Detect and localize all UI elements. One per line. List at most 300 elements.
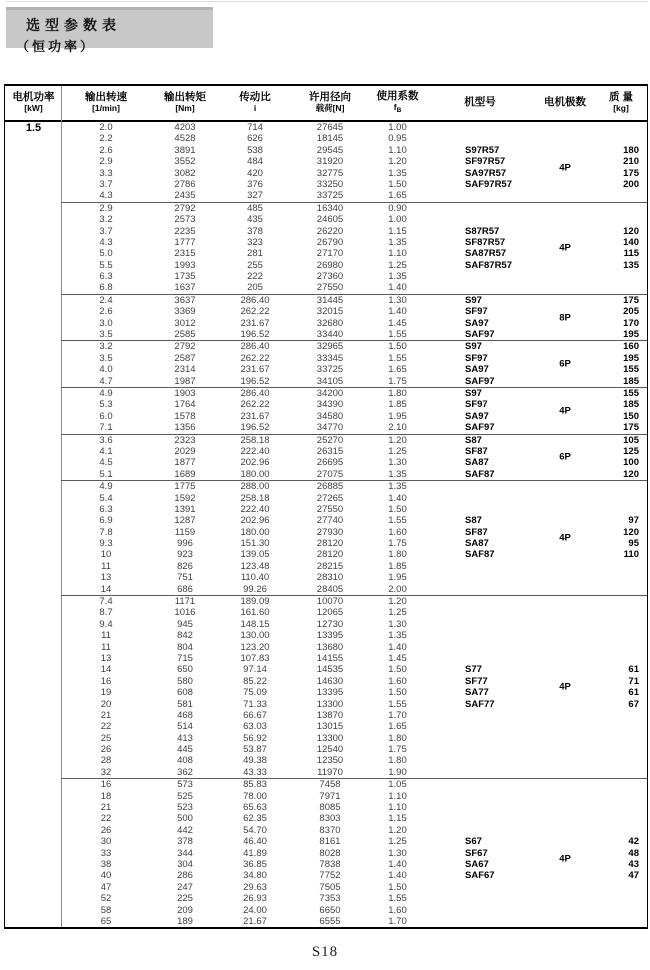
cell-model [425, 905, 535, 916]
cell-output-speed: 22 [100, 721, 112, 733]
cell-power [5, 699, 62, 710]
table-row [5, 733, 647, 744]
cell-power [5, 802, 62, 813]
cell-output-torque: 2792 [174, 202, 196, 214]
cell-poles [535, 203, 595, 214]
cell-radial-load: 13395 [316, 687, 344, 699]
cell-poles [535, 226, 595, 237]
poles-label: 4P [559, 242, 571, 254]
page-top-rule [5, 1, 648, 2]
cell-power [5, 882, 62, 893]
cell-power [5, 364, 62, 375]
cell-radial-load: 27550 [316, 503, 344, 515]
cell-radial-load: 27550 [316, 282, 344, 294]
cell-radial-load: 32775 [316, 167, 344, 179]
cell-power [5, 538, 62, 549]
cell-radial-load: 31445 [316, 294, 344, 306]
cell-weight [595, 813, 647, 824]
cell-service-factor: 1.55 [388, 698, 407, 710]
cell-poles [535, 133, 595, 144]
cell-power [5, 779, 62, 790]
cell-service-factor: 1.30 [388, 618, 407, 630]
cell-service-factor: 1.20 [388, 824, 407, 836]
cell-service-factor: 1.65 [388, 190, 407, 202]
cell-output-speed: 3.2 [99, 214, 113, 226]
cell-service-factor: 1.40 [388, 282, 407, 294]
poles-label: 4P [559, 681, 571, 693]
cell-output-speed: 2.2 [99, 133, 113, 145]
cell-radial-load: 8028 [319, 847, 341, 859]
cell-model [425, 493, 535, 504]
cell-ratio: 420 [247, 167, 263, 179]
page-number: S18 [311, 944, 339, 960]
cell-ratio: 151.30 [240, 538, 270, 550]
cell-model [425, 607, 535, 618]
poles-label: 8P [559, 312, 571, 324]
cell-radial-load: 33440 [316, 329, 344, 341]
cell-weight: 95 [628, 538, 639, 550]
cell-model [425, 755, 535, 766]
cell-poles [535, 329, 595, 340]
table-row [5, 214, 647, 225]
cell-power [5, 226, 62, 237]
cell-service-factor: 1.40 [388, 306, 407, 318]
cell-poles [535, 905, 595, 916]
cell-output-torque: 1356 [174, 422, 196, 434]
cell-ratio: 538 [247, 144, 263, 156]
cell-power [5, 122, 62, 133]
cell-weight [595, 630, 647, 641]
cell-output-torque: 3369 [174, 306, 196, 318]
cell-power [5, 295, 62, 306]
cell-output-speed: 13 [100, 652, 112, 664]
cell-output-speed: 3.3 [99, 167, 113, 179]
cell-model [425, 733, 535, 744]
column-header-2 [150, 92, 220, 113]
cell-radial-load: 32680 [316, 317, 344, 329]
cell-ratio: 85.22 [243, 675, 267, 687]
cell-service-factor: 1.35 [388, 630, 407, 642]
cell-service-factor: 1.60 [388, 526, 407, 538]
cell-ratio: 85.83 [243, 779, 267, 791]
cell-service-factor: 1.75 [388, 375, 407, 387]
cell-model: SAF87R57 [465, 259, 512, 271]
cell-weight: 155 [623, 387, 639, 399]
cell-weight [595, 203, 647, 214]
cell-power [5, 870, 62, 881]
cell-output-torque: 1735 [174, 271, 196, 283]
page-title: 选型参数表 [26, 17, 121, 33]
cell-weight [595, 481, 647, 492]
cell-radial-load: 7353 [319, 893, 341, 905]
cell-ratio: 262.22 [240, 399, 270, 411]
cell-poles [535, 802, 595, 813]
poles-label: 6P [559, 451, 571, 463]
cell-ratio: 36.85 [243, 859, 267, 870]
cell-output-speed: 7.4 [99, 596, 113, 608]
cell-model [425, 916, 535, 927]
cell-service-factor: 1.35 [388, 271, 407, 283]
cell-ratio: 130.00 [240, 630, 270, 642]
cell-service-factor: 1.95 [388, 572, 407, 584]
cell-model: SF87 [465, 445, 488, 457]
cell-model: S77 [465, 664, 482, 676]
cell-radial-load: 25270 [316, 434, 344, 446]
cell-weight: 175 [623, 422, 639, 434]
column-header-1 [62, 92, 150, 113]
cell-radial-load: 13300 [316, 732, 344, 744]
cell-model [425, 779, 535, 790]
cell-power [5, 596, 62, 607]
cell-weight: 48 [628, 847, 639, 859]
cell-model: SA77 [465, 687, 489, 699]
cell-output-speed: 21 [100, 802, 112, 814]
cell-radial-load: 10070 [316, 596, 344, 608]
cell-weight: 200 [623, 178, 639, 190]
cell-service-factor: 0.90 [388, 202, 407, 214]
cell-ratio: 54.70 [243, 824, 267, 836]
cell-poles [535, 755, 595, 766]
cell-weight: 120 [623, 225, 639, 237]
cell-weight: 67 [628, 698, 639, 710]
cell-weight [595, 133, 647, 144]
cell-power [5, 341, 62, 352]
cell-weight [595, 653, 647, 664]
table-row [5, 870, 647, 881]
cell-output-speed: 4.0 [99, 364, 113, 376]
cell-output-torque: 1764 [174, 399, 196, 411]
cell-weight: 205 [623, 306, 639, 318]
cell-radial-load: 27740 [316, 515, 344, 527]
cell-weight [595, 755, 647, 766]
cell-output-speed: 3.2 [99, 341, 113, 353]
cell-poles [535, 710, 595, 721]
table-row [5, 619, 647, 630]
cell-weight [595, 596, 647, 607]
cell-output-speed: 22 [100, 813, 112, 825]
cell-model [425, 653, 535, 664]
cell-model: SF97 [465, 352, 488, 364]
table-row [5, 791, 647, 802]
cell-poles [535, 481, 595, 492]
cell-service-factor: 1.00 [388, 122, 407, 133]
cell-output-speed: 6.8 [99, 282, 113, 294]
table-row [5, 779, 647, 790]
cell-weight [595, 882, 647, 893]
cell-service-factor: 1.55 [388, 352, 407, 364]
cell-radial-load: 26980 [316, 259, 344, 271]
cell-output-speed: 2.6 [99, 306, 113, 318]
cell-ratio: 378 [247, 225, 263, 237]
cell-output-speed: 11 [101, 560, 111, 572]
cell-service-factor: 1.35 [388, 468, 407, 480]
cell-ratio: 56.92 [243, 732, 267, 744]
cell-ratio: 29.63 [243, 881, 267, 893]
cell-output-torque: 408 [177, 755, 193, 767]
cell-output-speed: 20 [100, 698, 112, 710]
cell-poles [535, 791, 595, 802]
cell-output-speed: 2.9 [99, 202, 113, 214]
cell-service-factor: 1.35 [388, 167, 407, 179]
cell-power [5, 710, 62, 721]
cell-weight [595, 642, 647, 653]
cell-radial-load: 33725 [316, 364, 344, 376]
cell-ratio: 180.00 [240, 468, 270, 480]
cell-ratio: 202.96 [240, 457, 270, 469]
cell-output-torque: 1777 [174, 236, 196, 248]
cell-output-speed: 7.1 [99, 422, 113, 434]
cell-radial-load: 28215 [316, 560, 344, 572]
table-row [5, 905, 647, 916]
cell-service-factor: 1.10 [388, 248, 407, 260]
cell-poles [535, 779, 595, 790]
cell-power [5, 156, 62, 167]
cell-ratio: 484 [247, 156, 263, 168]
cell-output-torque: 1689 [174, 468, 196, 480]
cell-radial-load: 12350 [316, 755, 344, 767]
cell-weight [595, 791, 647, 802]
cell-power [5, 549, 62, 560]
cell-service-factor: 1.70 [388, 709, 407, 721]
cell-weight [595, 744, 647, 755]
cell-service-factor: 1.65 [388, 364, 407, 376]
cell-output-speed: 18 [100, 790, 112, 802]
cell-ratio: 196.52 [240, 329, 270, 341]
model-group-S97R57-4P [5, 122, 647, 202]
cell-output-speed: 3.5 [99, 329, 113, 341]
cell-model: SF97R57 [465, 156, 506, 168]
cell-output-torque: 826 [177, 560, 193, 572]
cell-weight [595, 893, 647, 904]
table-row [5, 190, 647, 201]
table-row [5, 122, 647, 133]
cell-weight: 120 [623, 468, 639, 480]
cell-power [5, 168, 62, 179]
poles-label: 4P [559, 853, 571, 865]
cell-power [5, 376, 62, 387]
cell-poles [535, 836, 595, 847]
cell-weight: 155 [623, 364, 639, 376]
table-row [5, 504, 647, 515]
table-body [5, 122, 647, 927]
cell-poles [535, 596, 595, 607]
cell-power [5, 457, 62, 468]
cell-output-torque: 1993 [174, 259, 196, 271]
cell-output-speed: 3.7 [99, 178, 113, 190]
cell-output-torque: 2573 [174, 214, 196, 226]
cell-weight: 175 [623, 167, 639, 179]
model-group-S67-4P [5, 779, 647, 927]
cell-output-speed: 32 [100, 766, 112, 778]
cell-poles [535, 630, 595, 641]
table-row [5, 203, 647, 214]
cell-ratio: 62.35 [243, 813, 267, 825]
cell-service-factor: 1.40 [388, 641, 407, 653]
cell-output-torque: 304 [177, 859, 193, 870]
cell-model: SAF97 [465, 375, 495, 387]
column-header-unit: 载荷[N] [315, 103, 345, 114]
cell-poles [535, 493, 595, 504]
cell-model: SAF97R57 [465, 178, 512, 190]
table-row [5, 329, 647, 340]
cell-output-speed: 28 [100, 755, 112, 767]
cell-output-speed: 4.5 [99, 457, 113, 469]
cell-poles [535, 282, 595, 293]
cell-service-factor: 1.75 [388, 744, 407, 756]
table-row [5, 376, 647, 387]
cell-power [5, 630, 62, 641]
cell-output-torque: 3082 [174, 167, 196, 179]
table-row [5, 653, 647, 664]
table-row [5, 893, 647, 904]
cell-power [5, 619, 62, 630]
cell-power [5, 767, 62, 778]
cell-power [5, 572, 62, 583]
cell-ratio: 107.83 [240, 652, 270, 664]
table-row [5, 584, 647, 595]
cell-output-torque: 3637 [174, 294, 196, 306]
cell-service-factor: 1.40 [388, 492, 407, 504]
cell-poles [535, 893, 595, 904]
cell-model: SF87 [465, 526, 488, 538]
cell-weight: 195 [623, 329, 639, 341]
cell-output-torque: 842 [177, 630, 193, 642]
parameter-table [4, 84, 648, 929]
cell-poles [535, 653, 595, 664]
cell-model [425, 721, 535, 732]
subscript: B [396, 107, 402, 115]
cell-ratio: 161.60 [240, 607, 270, 619]
column-header-label: 电机功率 [12, 91, 55, 104]
cell-ratio: 714 [247, 122, 263, 133]
cell-ratio: 41.89 [243, 847, 267, 859]
cell-model [425, 813, 535, 824]
cell-poles [535, 607, 595, 618]
cell-poles [535, 744, 595, 755]
cell-ratio: 222 [247, 271, 263, 283]
column-header-label: 输出转矩 [164, 91, 206, 104]
cell-output-speed: 40 [100, 870, 112, 882]
cell-power [5, 561, 62, 572]
cell-output-torque: 445 [177, 744, 193, 756]
cell-ratio: 97.14 [243, 664, 267, 676]
cell-weight [595, 905, 647, 916]
cell-output-speed: 5.3 [99, 399, 113, 411]
table-row [5, 260, 647, 271]
cell-ratio: 222.40 [240, 503, 270, 515]
cell-ratio: 205 [247, 282, 263, 294]
poles-label: 6P [559, 358, 571, 370]
cell-output-torque: 362 [177, 766, 193, 778]
cell-ratio: 34.80 [243, 870, 267, 882]
cell-radial-load: 8161 [319, 836, 341, 848]
cell-output-torque: 581 [177, 698, 193, 710]
table-row [5, 744, 647, 755]
cell-ratio: 139.05 [240, 549, 270, 561]
cell-radial-load: 34770 [316, 422, 344, 434]
cell-radial-load: 26315 [316, 445, 344, 457]
cell-poles [535, 469, 595, 480]
cell-ratio: 148.15 [240, 618, 270, 630]
cell-service-factor: 1.55 [388, 515, 407, 527]
cell-service-factor: 1.05 [388, 779, 407, 791]
cell-model: SF87R57 [465, 236, 506, 248]
cell-service-factor: 1.20 [388, 596, 407, 608]
cell-power [5, 664, 62, 675]
cell-power [5, 836, 62, 847]
cell-ratio: 196.52 [240, 422, 270, 434]
cell-model [425, 572, 535, 583]
cell-output-speed: 11 [101, 630, 111, 642]
cell-weight [595, 584, 647, 595]
cell-model [425, 802, 535, 813]
cell-weight [595, 572, 647, 583]
cell-radial-load: 34105 [316, 375, 344, 387]
cell-model: SF77 [465, 675, 488, 687]
cell-power [5, 353, 62, 364]
cell-ratio: 288.00 [240, 481, 270, 493]
cell-weight: 185 [623, 375, 639, 387]
cell-radial-load: 27265 [316, 492, 344, 504]
cell-weight: 105 [623, 434, 639, 446]
cell-output-speed: 52 [100, 893, 112, 905]
cell-output-speed: 6.0 [99, 410, 113, 422]
cell-ratio: 258.18 [240, 434, 270, 446]
table-row [5, 710, 647, 721]
cell-output-torque: 2786 [174, 178, 196, 190]
model-group-S97-6P [5, 341, 647, 387]
cell-power [5, 527, 62, 538]
cell-model: SAF87 [465, 549, 495, 561]
cell-service-factor: 1.90 [388, 766, 407, 778]
column-header-8 [595, 92, 647, 113]
cell-weight: 71 [628, 675, 639, 687]
cell-poles [535, 295, 595, 306]
cell-ratio: 258.18 [240, 492, 270, 504]
cell-weight: 97 [628, 515, 639, 527]
cell-service-factor: 1.10 [388, 802, 407, 814]
cell-poles [535, 190, 595, 201]
cell-radial-load: 8370 [319, 824, 341, 836]
cell-power [5, 435, 62, 446]
cell-ratio: 286.40 [240, 294, 270, 306]
cell-output-torque: 4203 [174, 122, 196, 133]
cell-weight [595, 271, 647, 282]
cell-ratio: 53.87 [243, 744, 267, 756]
cell-service-factor: 1.25 [388, 259, 407, 271]
cell-radial-load: 26790 [316, 236, 344, 248]
cell-output-torque: 4528 [174, 133, 196, 145]
cell-poles [535, 813, 595, 824]
cell-output-torque: 1592 [174, 492, 196, 504]
cell-output-speed: 16 [100, 675, 112, 687]
cell-service-factor: 1.95 [388, 410, 407, 422]
cell-output-torque: 804 [177, 641, 193, 653]
column-header-5 [370, 91, 425, 114]
cell-radial-load: 28310 [316, 572, 344, 584]
cell-output-speed: 16 [100, 779, 112, 791]
cell-power [5, 791, 62, 802]
cell-output-speed: 4.9 [99, 481, 113, 493]
cell-power [5, 905, 62, 916]
cell-service-factor: 1.50 [388, 178, 407, 190]
cell-weight [595, 619, 647, 630]
cell-service-factor: 1.15 [388, 813, 407, 825]
cell-weight [595, 504, 647, 515]
cell-weight [595, 825, 647, 836]
cell-power [5, 282, 62, 293]
cell-output-speed: 6.3 [99, 271, 113, 283]
